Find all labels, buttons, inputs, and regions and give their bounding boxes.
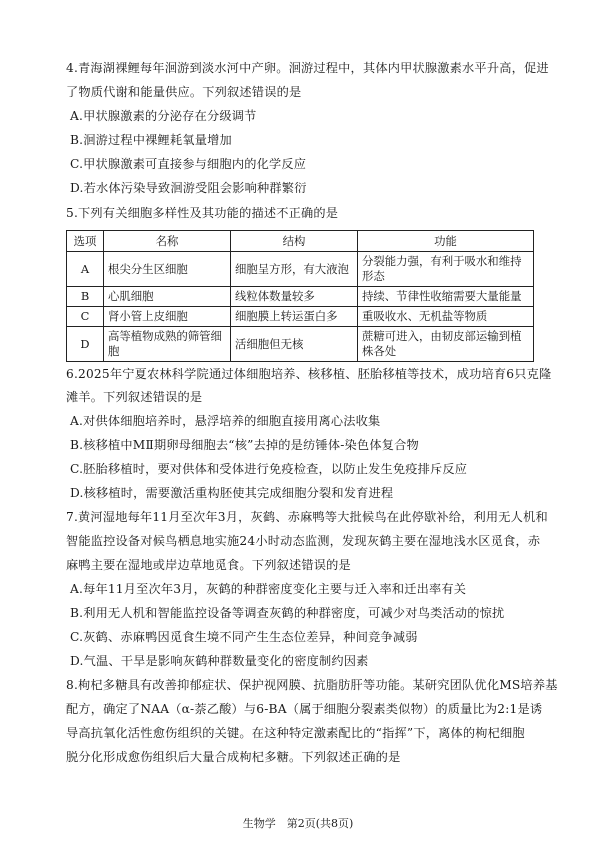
- q8-stem-line-4: 脱分化形成愈伤组织后大量合成枸杞多糖。下列叙述正确的是: [66, 750, 401, 764]
- q7-stem-line-2: 智能监控设备对候鸟栖息地实施24小时动态监测，发现灰鹤主要在湿地浅水区觅食，赤: [66, 534, 541, 548]
- q4-option-c: C.甲状腺激素可直接参与细胞内的化学反应: [70, 157, 307, 171]
- table-header-cell: 选项: [67, 231, 104, 252]
- table-header-cell: 名称: [104, 231, 231, 252]
- table-cell: D: [67, 327, 104, 362]
- q7-option-a: A.每年11月至次年3月，灰鹤的种群密度变化主要与迁入率和迁出率有关: [70, 582, 467, 596]
- table-cell: 细胞膜上转运蛋白多: [231, 307, 358, 327]
- table-cell: 线粒体数量较多: [231, 287, 358, 307]
- q8-stem-line-3: 导高抗氧化活性愈伤组织的关键。在这种特定激素配比的“指挥”下，离体的枸杞细胞: [66, 726, 525, 740]
- q4-option-a: A.甲状腺激素的分泌存在分级调节: [70, 109, 257, 123]
- q8-stem-line-2: 配方，确定了NAA（α-萘乙酸）与6-BA（属于细胞分裂素类似物）的质量比为2:1是诱: [66, 702, 543, 716]
- q6-stem-line-2: 滩羊。下列叙述错误的是: [66, 390, 203, 404]
- table-cell: 高等植物成熟的筛管细胞: [104, 327, 231, 362]
- q4-stem-line-1: 4.青海湖裸鲤每年洄游到淡水河中产卵。洄游过程中，其体内甲状腺激素水平升高，促进: [66, 61, 549, 75]
- q7-option-c: C.灰鹤、赤麻鸭因觅食生境不同产生生态位差异，种间竞争减弱: [70, 630, 418, 644]
- q6-option-b: B.核移植中MⅡ期卵母细胞去“核”去掉的是纺锤体-染色体复合物: [70, 438, 419, 452]
- table-cell: 重吸收水、无机盐等物质: [358, 307, 534, 327]
- table-row: [67, 327, 534, 362]
- table-cell: 蔗糖可进入，由韧皮部运输到植株各处: [358, 327, 534, 362]
- table-header-cell: 结构: [231, 231, 358, 252]
- q7-stem-line-3: 麻鸭主要在湿地或岸边草地觅食。下列叙述错误的是: [66, 558, 351, 572]
- q4-stem-line-2: 了物质代谢和能量供应。下列叙述错误的是: [66, 85, 302, 99]
- table-row: [67, 252, 534, 287]
- table-row: [67, 307, 534, 327]
- q4-option-d: D.若水体污染导致洄游受阻会影响种群繁衍: [70, 181, 307, 195]
- q6-option-a: A.对供体细胞培养时，悬浮培养的细胞直接用离心法收集: [70, 414, 381, 428]
- q7-option-b: B.利用无人机和智能监控设备等调查灰鹤的种群密度，可减少对鸟类活动的惊扰: [70, 606, 505, 620]
- table-cell: A: [67, 252, 104, 287]
- table-header-row: [67, 231, 534, 252]
- table-cell: 细胞呈方形，有大液泡: [231, 252, 358, 287]
- table-cell: 分裂能力强，有利于吸水和维持形态: [358, 252, 534, 287]
- q8-stem-line-1: 8.枸杞多糖具有改善抑郁症状、保护视网膜、抗脂肪肝等功能。某研究团队优化MS培养基: [66, 678, 558, 692]
- table-header-cell: 功能: [358, 231, 534, 252]
- table-cell: 活细胞但无核: [231, 327, 358, 362]
- q5-stem: 5.下列有关细胞多样性及其功能的描述不正确的是: [66, 206, 339, 220]
- table-cell: C: [67, 307, 104, 327]
- table-cell: 肾小管上皮细胞: [104, 307, 231, 327]
- q7-stem-line-1: 7.黄河湿地每年11月至次年3月，灰鹤、赤麻鸭等大批候鸟在此停歇补给，利用无人机和: [66, 510, 548, 524]
- table-cell: 持续、节律性收缩需要大量能量: [358, 287, 534, 307]
- q6-stem-line-1: 6.2025年宁夏农林科学院通过体细胞培养、核移植、胚胎移植等技术，成功培育6只克隆: [66, 367, 552, 381]
- q7-option-d: D.气温、干旱是影响灰鹤种群数量变化的密度制约因素: [70, 654, 369, 668]
- table-cell: 根尖分生区细胞: [104, 252, 231, 287]
- q6-option-c: C.胚胎移植时，要对供体和受体进行免疫检查，以防止发生免疫排斥反应: [70, 462, 468, 476]
- table-row: [67, 287, 534, 307]
- table-cell: 心肌细胞: [104, 287, 231, 307]
- table-cell: B: [67, 287, 104, 307]
- page-footer: 生物学 第2页(共8页): [242, 817, 354, 830]
- q6-option-d: D.核移植时，需要激活重构胚使其完成细胞分裂和发育进程: [70, 486, 394, 500]
- q4-option-b: B.洄游过程中裸鲤耗氧量增加: [70, 133, 232, 147]
- q5-table: [66, 230, 534, 362]
